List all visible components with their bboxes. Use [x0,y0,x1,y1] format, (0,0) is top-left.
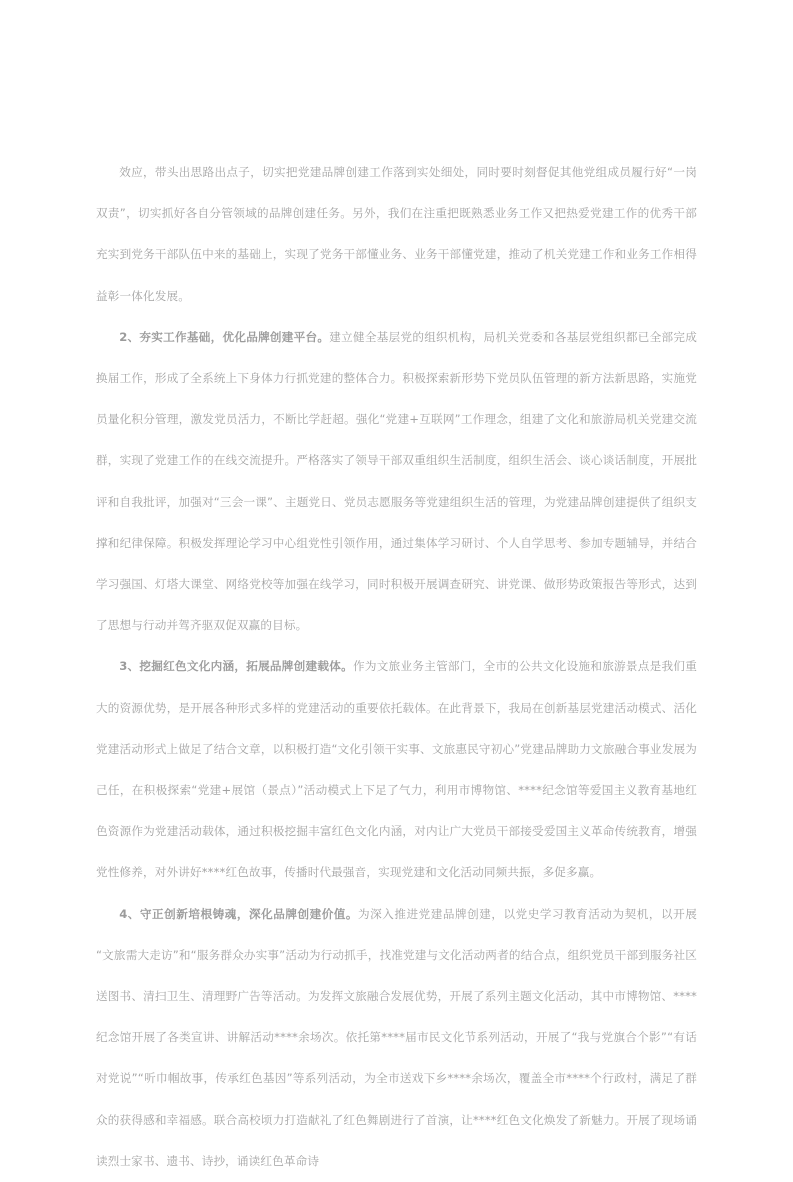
section-4-paragraph [96,894,697,1182]
section-2-heading: 夯实工作基础，优化品牌创建平台。 [139,329,330,344]
section-3-heading: 挖掘红色文化内涵，拓展品牌创建载体。 [139,659,353,674]
document-text-body [96,152,697,1182]
section-2-text: 建立健全基层党的组织机构，局机关党委和各基层党组织都已全部完成换届工作，形成了全系统上下身体力行抓党建的整体合力。积极探索新形势下党员队伍管理的新方法新思路，实施党员量化积分管理，激发党员活力，不断比学赶超。强化“党建+互联网”工作理念，组建了文化和旅游局机关党建交流群，实现了党建工作的在线交流提升。严格落实了领导干部双重组织生活制度，组织生活会、谈心谈话制度，开展批评和自我批评，加强对“三会一课”、主题党日、党员志愿服务等党建组织生活的管理，为党建品牌创建提供了组织支撑和纪律保障。积极发挥理论学习中心组党性引领作用，通过集体学习研讨、个人自学思考、参加专题辅导，并结合学习强国、灯塔大课堂、网络党校等加强在线学习，同时积极开展调查研究、讲党课、做形势政策报告等形式，达到了思想与行动并驾齐驱双促双赢的目标。 [96,329,697,633]
section-4-number: 4、 [119,906,140,921]
section-3-number: 3、 [119,659,140,674]
paragraph-continuation [96,152,697,317]
section-4-heading: 守正创新培根铸魂，深化品牌创建价值。 [139,906,359,921]
section-4-text: 为深入推进党建品牌创建，以党史学习教育活动为契机，以开展“文旅需大走访”和“服务群众办实事”活动为行动抓手，找准党建与文化活动两者的结合点，组织党员干部到服务社区送图书、清扫卫生、清理野广告等活动。为发挥文旅融合发展优势，开展了系列主题文化活动，其中市博物馆、****纪念馆开展了各类宣讲、讲解活动****余场次。依托第****届市民文化节系列活动，开展了“我与党旗合个影”“有话对党说”“听巾帼故事，传承红色基因”等系列活动，为全市送戏下乡****余场次，覆盖全市****个行政村，满足了群众的获得感和幸福感。联合高校顷力打造献礼了红色舞剧进行了首演，让****红色文化焕发了新魅力。开展了现场诵读烈士家书、遗书、诗抄，诵读红色革命诗 [96,906,697,1168]
section-2-paragraph [96,317,697,647]
section-3-paragraph [96,646,697,893]
paragraph-continuation-text: 效应，带头出思路出点子，切实把党建品牌创建工作落到实处细处，同时要时刻督促其他党组成员履行好“一岗双责”，切实抓好各自分管领域的品牌创建任务。另外，我们在注重把既熟悉业务工作又把热爱党建工作的优秀干部充实到党务干部队伍中来的基础上，实现了党务干部懂业务、业务干部懂党建，推动了机关党建工作和业务工作相得益彰一体化发展。 [96,165,697,303]
section-2-number: 2、 [119,329,140,344]
section-3-text: 作为文旅业务主管部门，全市的公共文化设施和旅游景点是我们重大的资源优势，是开展各种形式多样的党建活动的重要依托载体。在此背景下，我局在创新基层党建活动模式、活化党建活动形式上做足了结合文章，以积极打造“文化引领干实事、文旅惠民守初心”党建品牌助力文旅融合事业发展为己任，在积极探索“党建+展馆（景点）”活动模式上下足了气力，利用市博物馆、****纪念馆等爱国主义教育基地红色资源作为党建活动载体，通过积极挖掘丰富红色文化内涵，对内让广大党员干部接受爱国主义革命传统教育，增强党性修养，对外讲好****红色故事，传播时代最强音，实现党建和文化活动同频共振，多促多赢。 [96,659,697,880]
